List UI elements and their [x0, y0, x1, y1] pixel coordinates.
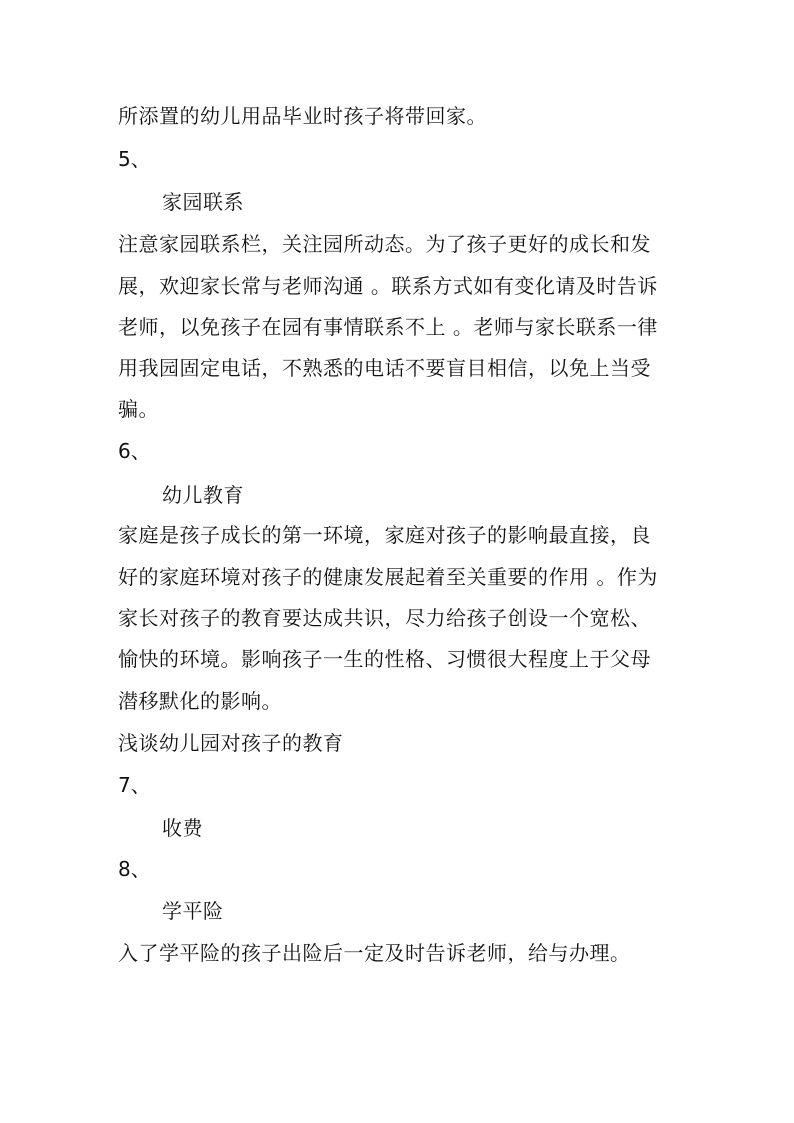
paragraph-line: 愉快的环境。影响孩子一生的性格、习惯很大程度上于父母 [118, 647, 651, 671]
paragraph-line: 所添置的幼儿用品毕业时孩子将带回家。 [118, 104, 487, 128]
section-number: 5、 [118, 147, 151, 171]
section-number: 6、 [118, 439, 151, 463]
paragraph-line: 家长对孩子的教育要达成共识，尽力给孩子创设一个宽松、 [118, 606, 651, 630]
paragraph-line: 骗。 [118, 397, 159, 421]
paragraph-line: 展，欢迎家长常与老师沟通 。联系方式如有变化请及时告诉 [118, 274, 658, 298]
paragraph-line: 入了学平险的孩子出险后一定及时告诉老师，给与办理。 [118, 941, 631, 965]
section-number: 7、 [118, 773, 151, 797]
section-heading: 收费 [162, 816, 203, 840]
paragraph-line: 好的家庭环境对孩子的健康发展起着至关重要的作用 。作为 [118, 565, 658, 589]
paragraph-line: 家庭是孩子成长的第一环境，家庭对孩子的影响最直接，良 [118, 523, 651, 547]
section-heading: 幼儿教育 [162, 483, 244, 507]
paragraph-line: 潜移默化的影响。 [118, 689, 282, 713]
paragraph-line: 用我园固定电话，不熟悉的电话不要盲目相信，以免上当受 [118, 356, 651, 380]
section-heading: 家园联系 [162, 190, 244, 214]
section-heading: 学平险 [162, 899, 224, 923]
section-number: 8、 [118, 857, 151, 881]
paragraph-line: 注意家园联系栏，关注园所动态。为了孩子更好的成长和发 [118, 232, 651, 256]
paragraph-line: 浅谈幼儿园对孩子的教育 [118, 731, 344, 755]
paragraph-line: 老师，以免孩子在园有事情联系不上 。老师与家长联系一律 [118, 315, 658, 339]
